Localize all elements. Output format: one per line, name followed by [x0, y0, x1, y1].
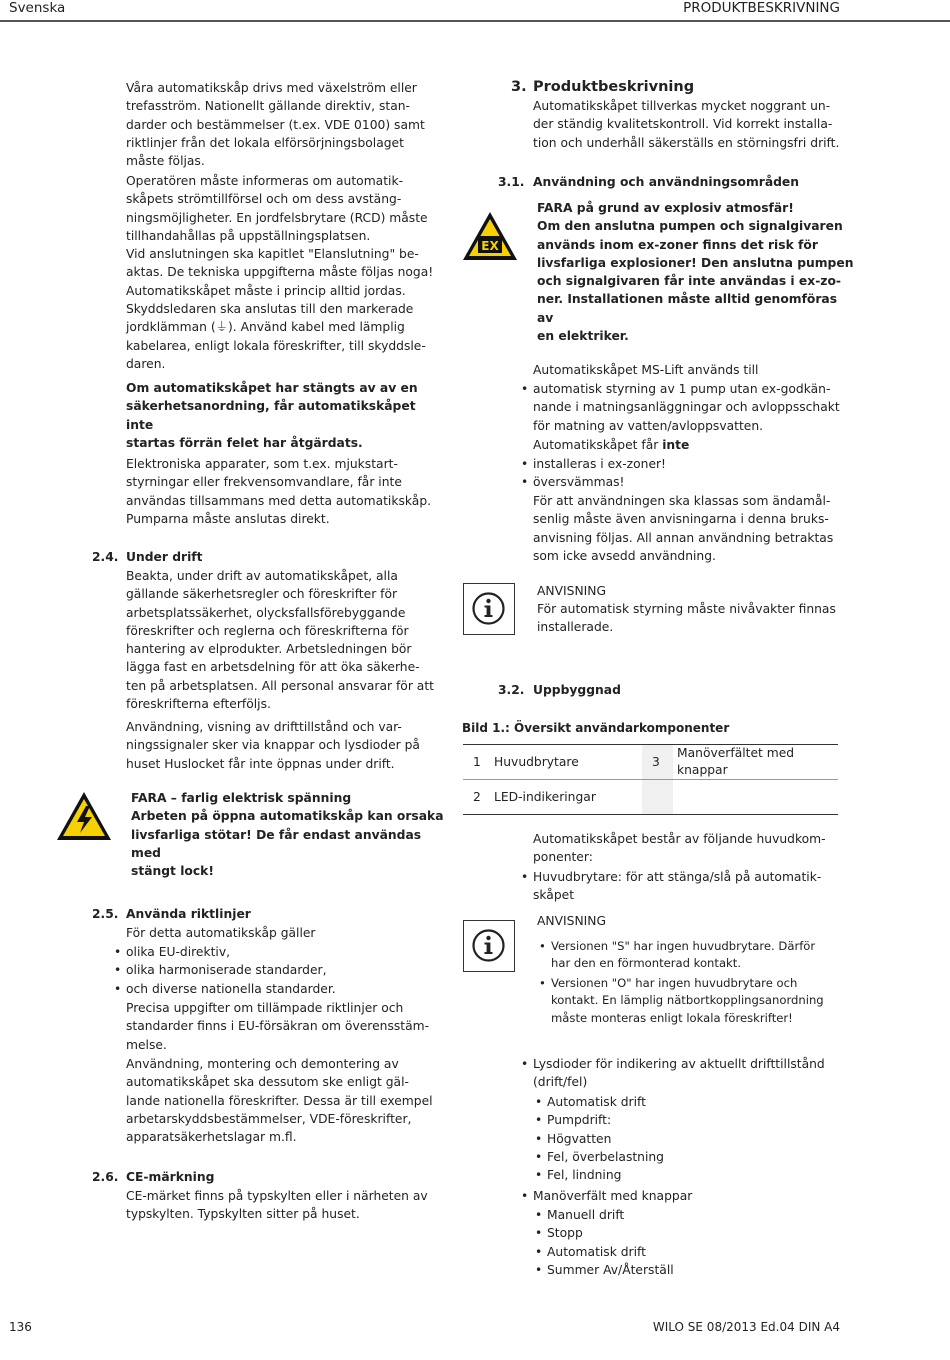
- text-line: säkerhetsanordning, får automatikskåpet inte: [126, 399, 416, 432]
- text-line: måste följas.: [126, 154, 205, 169]
- ex-label: EX: [481, 239, 499, 253]
- note-2-bullet-2: [551, 975, 851, 1027]
- text-line: Om den anslutna pumpen och signalgivaren: [537, 219, 843, 234]
- text-line: lande nationella föreskrifter. Dessa är till exempel: [126, 1093, 433, 1108]
- section-2-5-para-1: [126, 999, 446, 1054]
- text-line: tion och underhåll säkerställs en störningsfri drift.: [533, 135, 840, 150]
- use-intro: Automatikskåpet MS-Lift används till: [533, 363, 759, 377]
- text-line: måste monteras enligt lokala föreskrifter!: [551, 1010, 793, 1025]
- section-3-2-title: Uppbyggnad: [533, 683, 621, 697]
- text-line: Elektroniska apparater, som t.ex. mjukstart-: [126, 457, 398, 471]
- panel-bullet-label: • Manöverfält med knappar: [533, 1187, 853, 1205]
- sub-list-item: • Manuell drift: [533, 1206, 853, 1224]
- text-line: apparatsäkerhetslagar m.fl.: [126, 1130, 297, 1145]
- text-line: har den en förmonterad kontakt.: [551, 956, 742, 971]
- electric-hazard-icon: [55, 790, 113, 842]
- section-3-1-title: Användning och användningsområden: [533, 175, 800, 189]
- text-line: skåpet: [533, 888, 575, 903]
- use-bullet-1: [533, 380, 853, 435]
- sub-list-item: • Högvatten: [533, 1130, 853, 1148]
- sub-list-item: • Stopp: [533, 1224, 853, 1242]
- note-2-bullet-1: [551, 938, 851, 973]
- text-line: daren.: [126, 356, 166, 371]
- text-line: gällande säkerhetsregler och föreskrifter för: [126, 587, 398, 602]
- text-line: darder och bestämmelser (t.ex. VDE 0100) samt: [126, 117, 425, 132]
- text-line: Om automatikskåpet har stängts av av en: [126, 381, 418, 395]
- header-section: PRODUKTBESKRIVNING: [683, 0, 840, 16]
- section-2-4-number: 2.4.: [92, 550, 119, 564]
- text-line: Användning, visning av drifttillstånd och var-: [126, 720, 402, 734]
- text-line: arbetsplatssäkerhet, olycksfallsförebyggande: [126, 605, 406, 620]
- text-line: anvisning följas. All annan användning betraktas: [533, 530, 834, 545]
- figure-caption: [462, 719, 729, 737]
- text-line: CE-märket finns på typskylten eller i närheten av: [126, 1189, 428, 1203]
- section-2-6-title: CE-märkning: [126, 1170, 215, 1184]
- text-line: ten på arbetsplatsen. All personal ansvarar för att: [126, 678, 434, 693]
- text-line: styrningar eller frekvensomvandlare, får inte: [126, 475, 402, 490]
- section-3-2-number: 3.2.: [498, 683, 525, 697]
- sub-list-item: • Summer Av/Återställ: [533, 1261, 853, 1279]
- text-line: • Versionen "O" har ingen huvudbrytare och: [551, 976, 798, 990]
- text-line: • Huvudbrytare: för att stänga/slå på automatik-: [533, 870, 822, 884]
- not-allowed-word: inte: [662, 438, 690, 452]
- page-number: 136: [9, 1320, 32, 1334]
- use-bullet-1-lines: [533, 380, 853, 435]
- panel-items: [533, 1206, 853, 1279]
- section-2-5-number: 2.5.: [92, 907, 119, 921]
- footer-edition: WILO SE 08/2013 Ed.04 DIN A4: [652, 1320, 840, 1334]
- header-rule: [0, 20, 950, 22]
- components-intro: [533, 830, 853, 867]
- text-line: Automatikskåpet måste i princip alltid jordas.: [126, 283, 406, 298]
- section-2-5-para-2: [126, 1055, 446, 1146]
- list-item: • installeras i ex-zoner!: [533, 455, 853, 473]
- text-line: används inom ex-zoner finns det risk för: [537, 237, 818, 252]
- text-line: Automatikskåpet består av följande huvudkom-: [533, 832, 826, 846]
- section-2-4-para-1: [126, 567, 446, 713]
- text-line: skåpets strömtillförsel och om dess avstäng-: [126, 192, 402, 207]
- header-language: Svenska: [9, 0, 66, 16]
- text-line: kontakt. En lämplig nätbortkopplingsanordning: [551, 993, 824, 1008]
- text-line: • automatisk styrning av 1 pump utan ex-godkän-: [533, 382, 831, 396]
- section-2-5-title: Använda riktlinjer: [126, 907, 251, 921]
- table-cell-label-multi: [673, 745, 838, 780]
- text-line: Vid anslutningen ska kapitlet "Elanslutning" be-: [126, 247, 419, 262]
- section-2-6-number: 2.6.: [92, 1170, 119, 1184]
- intro-para-2: [126, 172, 446, 373]
- section-2-6-para: [126, 1187, 446, 1224]
- text-line: och signalgivaren får inte användas i ex-zo-: [537, 274, 842, 289]
- sub-list-item: • Automatisk drift: [533, 1243, 853, 1261]
- text-line: hantering av elprodukter. Arbetsledningen bör: [126, 642, 412, 657]
- text-line: Våra automatikskåp drivs med växelström eller: [126, 81, 417, 95]
- table-cell-line: knappar: [677, 763, 728, 777]
- danger-ex-note: [537, 199, 857, 345]
- sub-list-item: • Automatisk drift: [533, 1093, 853, 1111]
- sub-list-item: • Fel, lindning: [533, 1166, 853, 1184]
- text-line: nande i matningsanläggningar och avloppsschakt: [533, 400, 840, 415]
- components-bullet-1-lines: [533, 868, 853, 905]
- note-2-bullet-1-lines: [551, 938, 851, 973]
- figure-caption-text: Översikt användarkomponenter: [509, 721, 730, 735]
- sub-list-item: • Pumpdrift:: [533, 1111, 853, 1129]
- figure-caption-label: Bild 1.:: [462, 721, 510, 735]
- text-line: Pumparna måste anslutas direkt.: [126, 511, 330, 526]
- text-line: senlig måste även anvisningarna i denna bruks-: [533, 512, 829, 527]
- explosion-hazard-icon: [461, 210, 519, 262]
- components-bullet-1: [533, 868, 853, 905]
- info-icon-box-2: [463, 920, 515, 972]
- panel-bullet: [533, 1187, 853, 1205]
- text-line: kabelarea, enligt lokala föreskrifter, till skyddsle-: [126, 338, 426, 353]
- table-cell-line: Manöverfältet med: [677, 746, 795, 760]
- section-2-5-intro: För detta automatikskåp gäller: [126, 926, 316, 940]
- text-line: Arbeten på öppna automatikskåp kan orsaka: [131, 809, 444, 824]
- section-3-1-number: 3.1.: [498, 175, 525, 189]
- text-line: användas tillsammans med detta automatikskåp.: [126, 493, 432, 508]
- text-line: FARA på grund av explosiv atmosfär!: [537, 201, 794, 215]
- intro-para-1: [126, 79, 446, 170]
- text-line: huset Huslocket får inte öppnas under drift.: [126, 756, 395, 771]
- text-line: Skyddsledaren ska anslutas till den markerade: [126, 302, 414, 317]
- text-line: installerade.: [537, 620, 614, 635]
- table-cell-num: 1: [473, 754, 481, 769]
- text-line: standarder finns i EU-försäkran om överensstäm-: [126, 1019, 430, 1034]
- info-icon-box-1: [463, 583, 515, 635]
- text-line: trefasström. Nationellt gällande direktiv, stan-: [126, 99, 410, 114]
- led-bullet: [533, 1055, 853, 1092]
- text-line: FARA – farlig elektrisk spänning: [131, 791, 352, 805]
- text-line: livsfarliga stötar! De får endast användas med: [131, 827, 422, 860]
- list-item: • och diverse nationella standarder.: [126, 980, 446, 998]
- not-allowed-intro: [533, 436, 689, 454]
- not-allowed-prefix: Automatikskåpet får: [533, 438, 663, 452]
- text-line: melse.: [126, 1037, 167, 1052]
- text-line: föreskrifter och reglerna och föreskrifterna för: [126, 623, 409, 638]
- list-item: • olika harmoniserade standarder,: [126, 961, 446, 979]
- text-line: jordklämman (⏚). Använd kabel med lämplig: [126, 320, 405, 335]
- note-1-text: [537, 600, 857, 637]
- list-item: • olika EU-direktiv,: [126, 943, 446, 961]
- table-cell-empty: [673, 780, 838, 815]
- text-line: ponenter:: [533, 850, 593, 865]
- text-line: riktlinjer från det lokala elförsörjningsbolaget: [126, 135, 404, 150]
- text-line: arbetarskyddsbestämmelser, VDE-föreskrifter,: [126, 1111, 412, 1126]
- use-para: [533, 492, 853, 565]
- text-line: aktas. De tekniska uppgifterna måste följas noga!: [126, 265, 434, 280]
- intro-para-3: [126, 455, 446, 528]
- text-line: automatikskåpet ska dessutom ske enligt gäl-: [126, 1075, 409, 1090]
- text-line: ner. Installationen måste alltid genomföras av: [537, 292, 838, 325]
- note-1-title: ANVISNING: [537, 584, 607, 598]
- danger-electric-note: [131, 789, 451, 880]
- not-allowed-bullets: [533, 455, 853, 492]
- table-cell-label: Huvudbrytare: [494, 754, 579, 769]
- note-2-title: ANVISNING: [537, 914, 607, 928]
- section-3-para: [533, 97, 853, 152]
- components-table: [463, 744, 838, 815]
- text-line: typskylten. Typskylten sitter på huset.: [126, 1207, 360, 1222]
- led-items: [533, 1093, 853, 1184]
- text-line: • Lysdioder för indikering av aktuellt drifttillstånd: [533, 1057, 825, 1071]
- text-line: lägga fast en arbetsdelning för att öka säkerhe-: [126, 660, 420, 675]
- table-row: [463, 780, 838, 815]
- text-line: ningssignaler sker via knappar och lysdioder på: [126, 738, 420, 753]
- text-line: för matning av vatten/avloppsvatten.: [533, 418, 764, 433]
- text-line: föreskrifterna efterföljs.: [126, 697, 271, 712]
- info-icon: [464, 921, 513, 970]
- text-line: startas förrän felet har åtgärdats.: [126, 435, 363, 450]
- table-cell-num: 2: [473, 789, 481, 804]
- text-line: stängt lock!: [131, 864, 214, 879]
- list-item: • översvämmas!: [533, 473, 853, 491]
- section-2-5-bullets: [126, 943, 446, 998]
- text-line: För automatisk styrning måste nivåvakter finnas: [537, 602, 836, 616]
- section-3-title: Produktbeskrivning: [533, 79, 695, 95]
- text-line: ningsmöjligheter. En jordfelsbrytare (RCD) måste: [126, 210, 428, 225]
- text-line: (drift/fel): [533, 1075, 588, 1090]
- note-2-bullet-2-lines: [551, 975, 851, 1027]
- table-cell-num: [642, 780, 673, 815]
- text-line: Beakta, under drift av automatikskåpet, alla: [126, 569, 398, 583]
- text-line: • Versionen "S" har ingen huvudbrytare. Därför: [551, 939, 816, 953]
- info-icon: [464, 584, 513, 633]
- led-bullet-lines: [533, 1055, 853, 1092]
- text-line: der ständig kvalitetskontroll. Vid korrekt installa-: [533, 117, 833, 132]
- text-line: För att användningen ska klassas som ändamål-: [533, 494, 831, 508]
- section-3-number: 3.: [511, 79, 527, 95]
- text-line: Automatikskåpet tillverkas mycket noggrant un-: [533, 99, 831, 113]
- section-2-4-title: Under drift: [126, 550, 203, 564]
- text-line: Operatören måste informeras om automatik-: [126, 174, 404, 188]
- table-cell-label: LED-indikeringar: [494, 789, 596, 804]
- text-line: som icke avsedd användning.: [533, 548, 716, 563]
- text-line: en elektriker.: [537, 329, 629, 344]
- sub-list-item: • Fel, överbelastning: [533, 1148, 853, 1166]
- text-line: Precisa uppgifter om tillämpade riktlinjer och: [126, 1001, 404, 1015]
- intro-bold-note: [126, 379, 446, 452]
- text-line: tillhandahållas på uppställningsplatsen.: [126, 228, 371, 243]
- table-cell-num: 3: [642, 745, 673, 780]
- section-2-4-para-2: [126, 718, 446, 773]
- table-row: [463, 745, 838, 780]
- text-line: livsfarliga explosioner! Den anslutna pumpen: [537, 255, 854, 270]
- text-line: Användning, montering och demontering av: [126, 1057, 399, 1071]
